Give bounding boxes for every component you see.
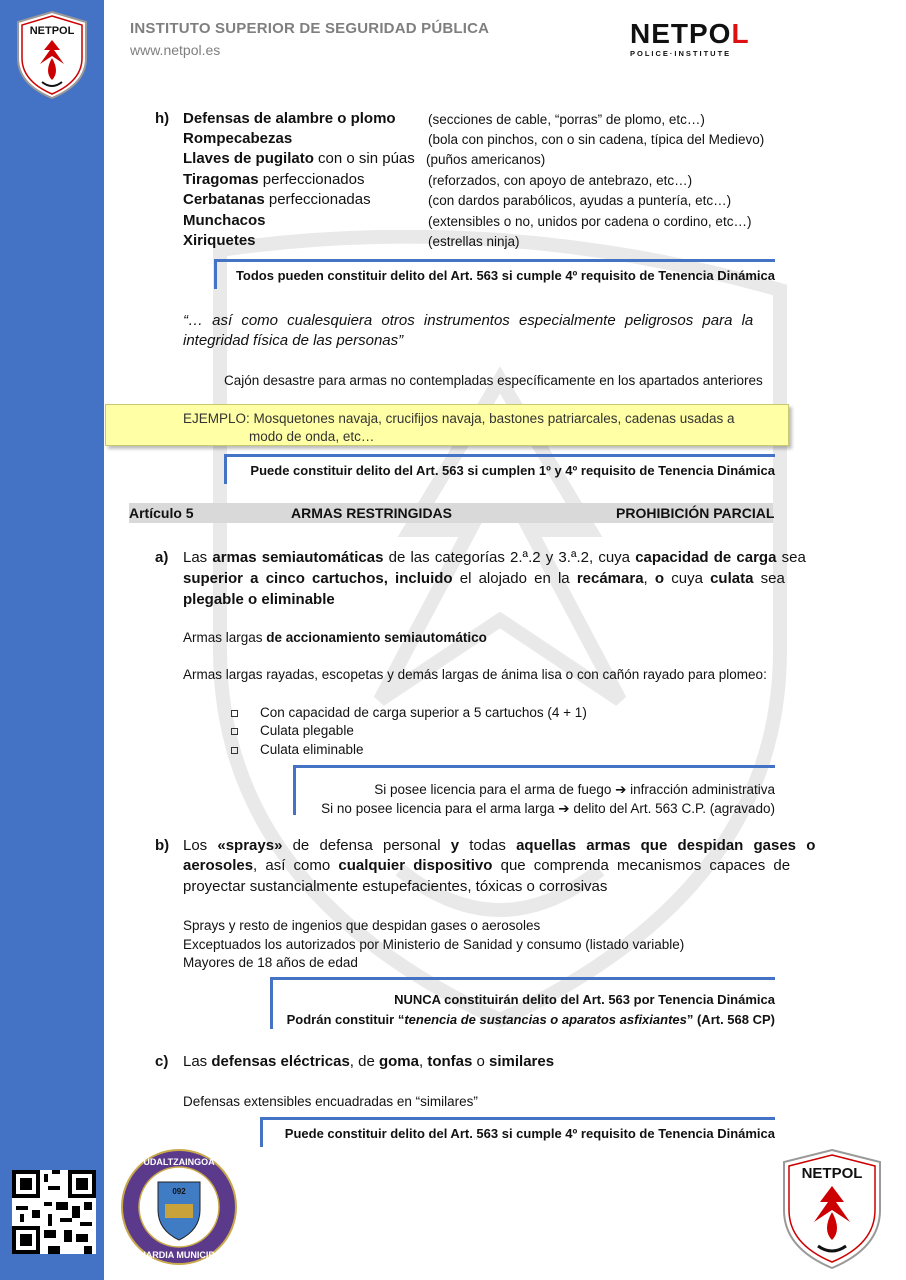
note-line: Defensas extensibles encuadradas en “similares”: [183, 1094, 478, 1109]
bullet-text: Culata eliminable: [260, 742, 364, 757]
callout-box: [293, 765, 775, 815]
callout-text: Puede constituir delito del Art. 563 si cumple 4º requisito de Tenencia Dinámica: [284, 1126, 775, 1141]
text-run: todas: [459, 837, 517, 854]
note-line: Sprays y resto de ingenios que despidan gases o aerosoles: [183, 918, 541, 933]
note-line: Armas largas rayadas, escopetas y demás largas de ánima lisa o con cañón rayado para plomeo:: [183, 667, 767, 682]
section-c-letter: c): [155, 1053, 169, 1070]
crest-name: NETPOL: [801, 1165, 863, 1182]
list-item: [183, 109, 396, 129]
item-name: Rompecabezas: [183, 130, 293, 147]
section-a-letter: a): [155, 549, 169, 566]
article-number: Artículo 5: [129, 505, 194, 521]
text-run-bold: aquellas armas que despidan gases o: [516, 837, 816, 854]
square-bullet-icon: [231, 728, 238, 735]
item-note: (bola con pinchos, con o sin cadena, típica del Medievo): [428, 132, 765, 147]
item-name: Defensas de alambre o plomo: [183, 110, 396, 127]
quote-line: “… así como cualesquiera otros instrumentos especialmente peligrosos para la: [183, 312, 754, 329]
bullet-item: [231, 740, 364, 760]
list-item: [183, 190, 371, 210]
text-run: cuya: [664, 570, 711, 587]
list-item: [183, 170, 365, 190]
callout-text: Puede constituir delito del Art. 563 si cumplen 1º y 4º requisito de Tenencia Dinámica: [250, 463, 775, 478]
callout-text: Si no posee licencia para el arma larga ➔ delito del Art. 563 C.P. (agravado): [321, 801, 775, 816]
paragraph-line: [183, 836, 815, 856]
text-run: , de: [349, 1053, 379, 1070]
bullet-text: Con capacidad de carga superior a 5 cartuchos (4 + 1): [260, 705, 587, 720]
text-run-bold: tonfas: [427, 1053, 473, 1070]
callout-box: [224, 454, 775, 484]
badge-number: 092: [172, 1187, 186, 1196]
list-item: [183, 149, 415, 169]
section-h-letter: h): [155, 110, 170, 127]
text-run-bold: aerosoles: [183, 857, 254, 874]
qr-code-icon[interactable]: [12, 1170, 96, 1254]
text-run-bold: de accionamiento semiautomático: [266, 630, 487, 645]
badge-bottom-text: GUARDIA MUNICIPAL: [132, 1250, 226, 1260]
callout-box: [214, 259, 775, 289]
text-run: sea: [753, 570, 785, 587]
square-bullet-icon: [231, 747, 238, 754]
item-note: (estrellas ninja): [428, 234, 520, 249]
bullet-text: Culata plegable: [260, 723, 354, 738]
netpol-brand-logo: [630, 20, 776, 60]
text-run: ,: [643, 570, 655, 587]
text-run-bold: armas semiautomáticas: [212, 549, 384, 566]
article-heading-bar: [129, 503, 773, 523]
paragraph-line: plegable o eliminable: [183, 591, 335, 608]
article-type: PROHIBICIÓN PARCIAL: [616, 505, 775, 521]
item-name: Xiriquetes: [183, 232, 256, 249]
paragraph-line: [183, 856, 790, 876]
text-run-bold: capacidad de carga: [635, 549, 777, 566]
paragraph-line: [183, 569, 785, 589]
text-run: sea: [776, 549, 806, 566]
note-line: Exceptuados los autorizados por Ministerio de Sanidad y consumo (listado variable): [183, 937, 685, 952]
institute-title: INSTITUTO SUPERIOR DE SEGURIDAD PÚBLICA: [130, 20, 490, 37]
item-name: Cerbatanas: [183, 191, 265, 208]
item-note: (secciones de cable, “porras” de plomo, etc…): [428, 112, 705, 127]
text-run-bold: culata: [710, 570, 754, 587]
brand-subtitle: POLICE·INSTITUTE: [630, 49, 732, 58]
cajon-note: Cajón desastre para armas no contempladas específicamente en los apartados anteriores: [224, 373, 763, 388]
website-url[interactable]: www.netpol.es: [130, 42, 221, 58]
example-note-box: [105, 404, 789, 446]
text-run-bold: recámara: [576, 570, 644, 587]
paragraph-line: proyectar sustancialmente estupefacientes, tóxicas o corrosivas: [183, 878, 608, 895]
callout-box: [260, 1117, 775, 1147]
brand-name-accent: L: [731, 18, 750, 49]
example-line: EJEMPLO: Mosquetones navaja, crucifijos navaja, bastones patriarcales, cadenas usadas a: [183, 411, 735, 426]
note-line: [183, 628, 487, 648]
text-run-bold: y: [450, 837, 460, 854]
text-run-italic: tenencia de sustancias o aparatos asfixiantes: [404, 1012, 687, 1027]
item-name: Llaves de pugilato: [183, 150, 314, 167]
list-item: [183, 211, 266, 231]
item-note: (extensibles o no, unidos por cadena o cordino, etc…): [428, 214, 752, 229]
text-run: , así como: [253, 857, 339, 874]
note-line: Mayores de 18 años de edad: [183, 955, 358, 970]
example-line: modo de onda, etc…: [249, 429, 375, 444]
text-run-bold: superior a cinco cartuchos, incluido: [183, 570, 453, 587]
quote-line: integridad física de las personas”: [183, 332, 404, 349]
article-title: ARMAS RESTRINGIDAS: [291, 505, 453, 521]
paragraph-line: [183, 1052, 554, 1072]
item-name: Munchacos: [183, 212, 266, 229]
text-run: el alojado en la: [452, 570, 577, 587]
svg-text:NETPOL: NETPOL: [29, 25, 75, 37]
brand-name-main: NETPO: [630, 18, 732, 49]
netpol-crest-icon: [14, 10, 90, 100]
item-rest: perfeccionadas: [264, 191, 371, 208]
text-run: que comprenda mecanismos capaces de: [492, 857, 791, 874]
callout-text-line: [273, 1010, 775, 1030]
text-run: Las: [183, 1053, 212, 1070]
callout-box: [270, 977, 775, 1029]
text-run-bold: o: [654, 570, 665, 587]
item-rest: perfeccionados: [258, 171, 365, 188]
netpol-crest-footer-icon: [780, 1148, 884, 1270]
text-run: ,: [418, 1053, 428, 1070]
bullet-item: [231, 721, 354, 741]
list-item: [183, 129, 292, 149]
badge-top-text: UDALTZAINGOA: [143, 1157, 215, 1167]
item-note: (con dardos parabólicos, ayudas a puntería, etc…): [428, 193, 732, 208]
item-note: (puños americanos): [426, 152, 546, 167]
paragraph-line: [183, 548, 806, 568]
section-b-letter: b): [155, 837, 170, 854]
text-run: de defensa personal: [282, 837, 451, 854]
text-run: Podrán constituir “: [286, 1012, 405, 1027]
bullet-item: [231, 703, 587, 723]
text-run-bold: «sprays»: [217, 837, 283, 854]
text-run: ” (Art. 568 CP): [686, 1012, 775, 1027]
callout-text: Todos pueden constituir delito del Art. 563 si cumple 4º requisito de Tenencia Dinámica: [235, 268, 775, 283]
callout-text: NUNCA constituirán delito del Art. 563 por Tenencia Dinámica: [394, 992, 775, 1007]
item-note: (reforzados, con apoyo de antebrazo, etc…): [428, 173, 693, 188]
list-item: [183, 231, 256, 251]
text-run: o: [472, 1053, 490, 1070]
callout-text: Si posee licencia para el arma de fuego ➔ infracción administrativa: [374, 782, 775, 797]
text-run: Los: [183, 837, 218, 854]
text-run: de las categorías 2.ª.2 y 3.ª.2, cuya: [383, 549, 636, 566]
text-run-bold: similares: [489, 1053, 555, 1070]
square-bullet-icon: [231, 710, 238, 717]
item-rest: con o sin púas: [313, 150, 415, 167]
sidebar-band: [0, 0, 104, 1280]
item-name: Tiragomas: [183, 171, 259, 188]
text-run: Las: [183, 549, 213, 566]
text-run-bold: cualquier dispositivo: [338, 857, 493, 874]
text-run-bold: goma: [378, 1053, 419, 1070]
guardia-municipal-badge-icon: [118, 1148, 240, 1266]
text-run-bold: defensas eléctricas: [211, 1053, 350, 1070]
text-run: Armas largas: [183, 630, 267, 645]
